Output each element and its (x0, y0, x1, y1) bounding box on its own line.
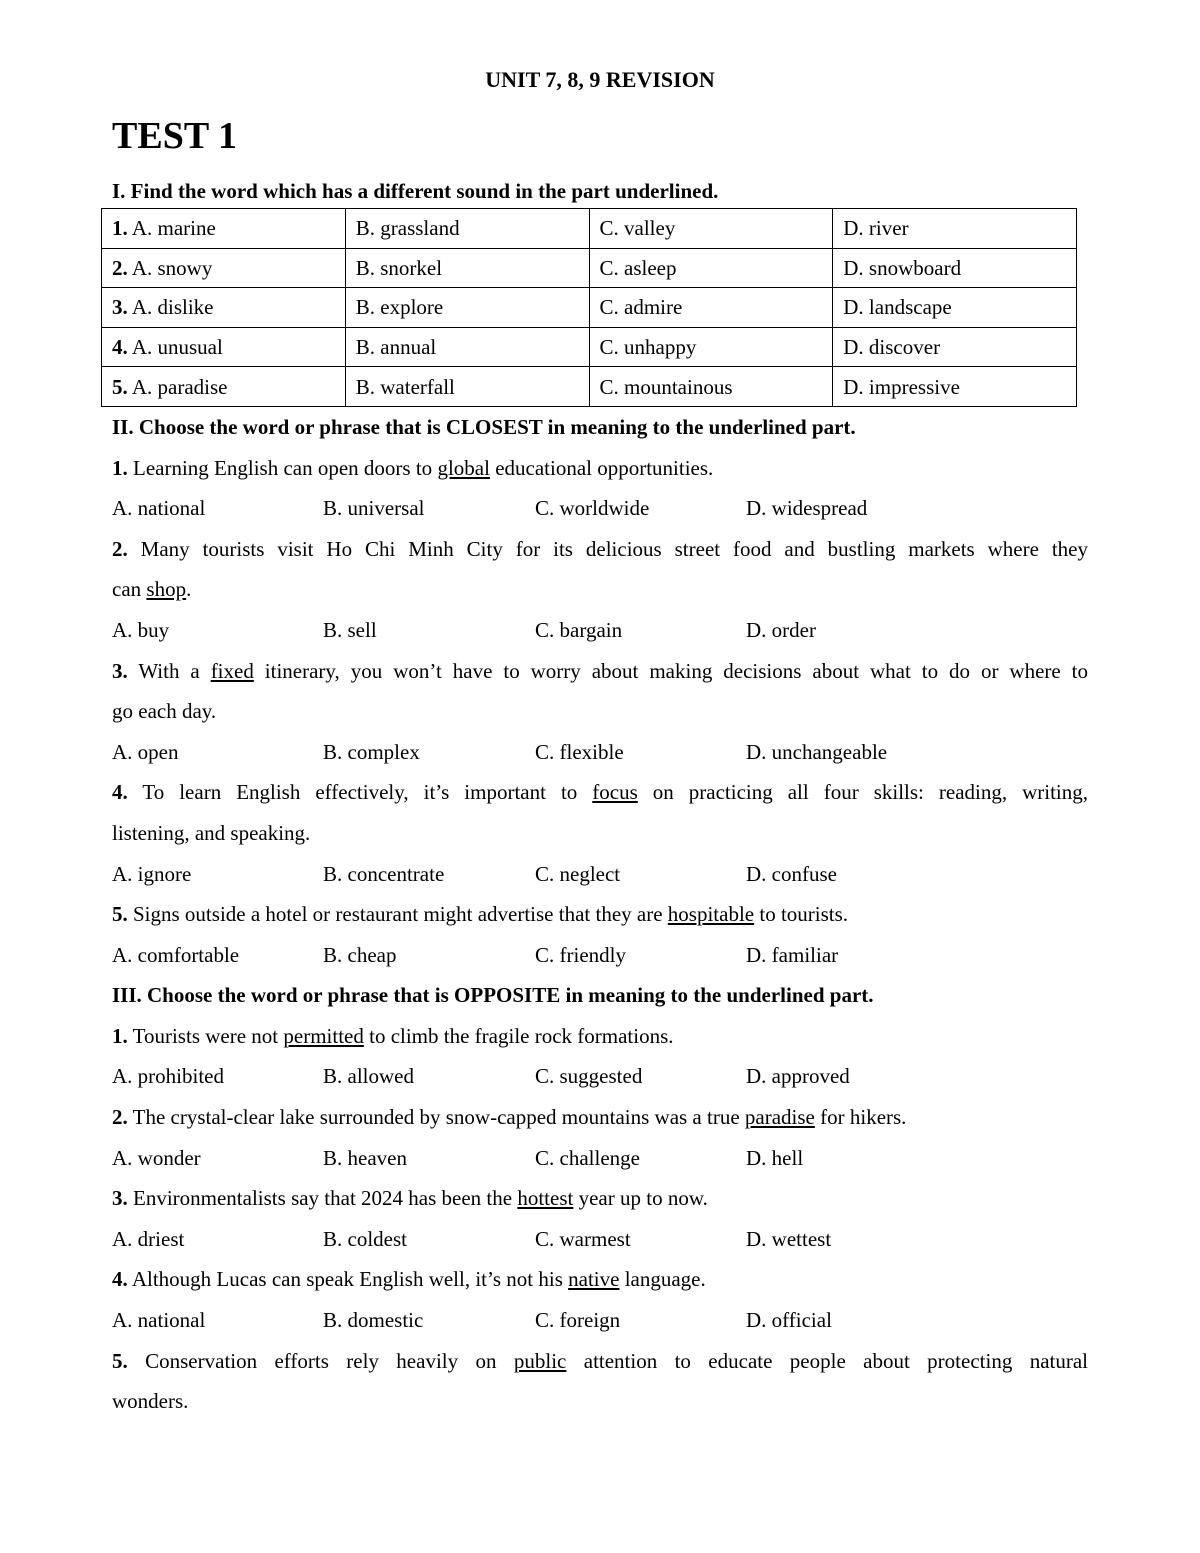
question-text-start: With a (127, 658, 211, 683)
question-text-continued (112, 569, 1088, 610)
option-b: B. cheap (323, 942, 397, 967)
option-d: D. snowboard (833, 248, 1077, 288)
answer-options (112, 1138, 1088, 1179)
underlined-word: fixed (210, 658, 254, 683)
underlined-word: global (437, 455, 490, 480)
option-c: C. warmest (535, 1226, 631, 1251)
question-number: 5. (112, 1348, 128, 1373)
question-number: 3. (112, 295, 128, 320)
question-text-end: itinerary, you won’t have to worry about making decisions about what to do or where to (253, 658, 1088, 683)
option-a: A. national (112, 1308, 206, 1333)
question-text-start: The crystal-clear lake surrounded by snow-capped mountains was a true (127, 1105, 745, 1130)
option-c: C. bargain (535, 617, 623, 642)
option-d: D. confuse (746, 861, 837, 886)
question-text-start: Environmentalists say that 2024 has been the (127, 1186, 518, 1211)
question-text-start: Signs outside a hotel or restaurant might advertise that they are (127, 902, 668, 927)
option-d: D. unchangeable (746, 739, 888, 764)
question-text-end: . (186, 577, 192, 602)
option-b: B. waterfall (345, 367, 589, 407)
option-a: A. prohibited (112, 1064, 224, 1089)
option-c: C. challenge (535, 1145, 640, 1170)
option-b: B. concentrate (323, 861, 445, 886)
option-a: A. paradise (127, 374, 228, 399)
question-text-end: attention to educate people about protecting natural (566, 1348, 1088, 1373)
option-d: D. river (833, 209, 1077, 249)
answer-options (112, 1300, 1088, 1341)
table-row (102, 209, 1077, 249)
option-b: B. coldest (323, 1226, 407, 1251)
underlined-word: public (513, 1348, 567, 1373)
answer-options (112, 854, 1088, 895)
question-text-line1: Many tourists visit Ho Chi Minh City for its delicious street food and bustling markets where they (127, 536, 1088, 561)
option-d: D. order (746, 617, 816, 642)
question-text (112, 894, 1088, 935)
option-d: D. hell (746, 1145, 804, 1170)
option-a: A. ignore (112, 861, 192, 886)
table-cell (102, 288, 346, 328)
underlined-word: shop (146, 577, 187, 602)
unit-title: UNIT 7, 8, 9 REVISION (485, 67, 715, 92)
section-1-heading: I. Find the word which has a different sound in the part underlined. (112, 179, 719, 203)
option-b: B. allowed (323, 1064, 414, 1089)
question-text (112, 1178, 1088, 1219)
option-c: C. asleep (589, 248, 833, 288)
table-row (102, 327, 1077, 367)
question-number: 3. (112, 658, 128, 683)
option-c: C. foreign (535, 1308, 621, 1333)
question-text (112, 772, 1088, 813)
option-d: D. wettest (746, 1226, 832, 1251)
question-text-continued: listening, and speaking. (112, 820, 311, 845)
question-text-start: Although Lucas can speak English well, it’s not his (127, 1267, 569, 1292)
option-b: B. snorkel (345, 248, 589, 288)
option-d: D. impressive (833, 367, 1077, 407)
table-row (102, 288, 1077, 328)
option-a: A. dislike (127, 295, 214, 320)
table-cell (102, 209, 346, 249)
option-c: C. mountainous (589, 367, 833, 407)
option-b: B. complex (323, 739, 420, 764)
question-number: 4. (112, 1267, 128, 1292)
option-c: C. flexible (535, 739, 624, 764)
answer-options (112, 935, 1088, 976)
sound-table (101, 208, 1077, 407)
option-c: C. suggested (535, 1064, 643, 1089)
question-number: 2. (112, 536, 128, 561)
question-text (112, 448, 1088, 489)
underlined-word: permitted (283, 1023, 364, 1048)
option-a: A. unusual (127, 335, 223, 360)
option-a: A. snowy (127, 255, 213, 280)
question-text (112, 1341, 1088, 1382)
question-text-continued: go each day. (112, 699, 217, 724)
option-c: C. worldwide (535, 496, 650, 521)
question-text-end: on practicing all four skills: reading, writing, (637, 780, 1089, 805)
question-number: 3. (112, 1186, 128, 1211)
answer-options (112, 1056, 1088, 1097)
question-text (112, 1097, 1088, 1138)
underlined-word: paradise (744, 1105, 815, 1130)
option-b: B. universal (323, 496, 425, 521)
option-b: B. explore (345, 288, 589, 328)
question-number: 4. (112, 335, 128, 360)
question-number: 5. (112, 374, 128, 399)
option-d: D. approved (746, 1064, 850, 1089)
question-text-end: year up to now. (573, 1186, 708, 1211)
option-a: A. comfortable (112, 942, 240, 967)
underlined-word: hospitable (667, 902, 755, 927)
option-c: C. valley (589, 209, 833, 249)
option-a: A. driest (112, 1226, 185, 1251)
question-text-start: Conservation efforts rely heavily on (127, 1348, 514, 1373)
table-row (102, 367, 1077, 407)
question-text-end: to tourists. (754, 902, 849, 927)
question-text (112, 529, 1088, 570)
option-b: B. domestic (323, 1308, 424, 1333)
table-cell (102, 327, 346, 367)
question-number: 1. (112, 455, 128, 480)
option-c: C. friendly (535, 942, 626, 967)
table-cell (102, 248, 346, 288)
question-text (112, 1016, 1088, 1057)
answer-options (112, 610, 1088, 651)
question-number: 2. (112, 255, 128, 280)
option-d: D. discover (833, 327, 1077, 367)
answer-options (112, 732, 1088, 773)
option-c: C. neglect (535, 861, 621, 886)
option-a: A. buy (112, 617, 170, 642)
table-cell (102, 367, 346, 407)
option-d: D. familiar (746, 942, 839, 967)
worksheet-page (112, 62, 1088, 1422)
question-number: 1. (112, 216, 128, 241)
question-text-end: for hikers. (814, 1105, 907, 1130)
question-text (112, 651, 1088, 692)
option-a: A. wonder (112, 1145, 201, 1170)
answer-options (112, 1219, 1088, 1260)
section-3-heading: III. Choose the word or phrase that is OPPOSITE in meaning to the underlined part. (112, 983, 874, 1008)
option-d: D. official (746, 1308, 832, 1333)
question-number: 5. (112, 902, 128, 927)
question-number: 1. (112, 1023, 128, 1048)
question-text (112, 1259, 1088, 1300)
question-text-continued: wonders. (112, 1389, 189, 1414)
option-b: B. grassland (345, 209, 589, 249)
option-c: C. unhappy (589, 327, 833, 367)
underlined-word: native (568, 1267, 620, 1292)
option-d: D. widespread (746, 496, 868, 521)
question-text-start: can (112, 577, 147, 602)
option-a: A. marine (127, 216, 216, 241)
table-row (102, 248, 1077, 288)
question-text-end: educational opportunities. (489, 455, 714, 480)
underlined-word: focus (592, 780, 638, 805)
underlined-word: hottest (517, 1186, 574, 1211)
test-title: TEST 1 (112, 115, 237, 157)
section-2-heading: II. Choose the word or phrase that is CLOSEST in meaning to the underlined part. (112, 414, 856, 439)
option-c: C. admire (589, 288, 833, 328)
question-text-end: to climb the fragile rock formations. (363, 1023, 674, 1048)
question-text-start: Learning English can open doors to (127, 455, 438, 480)
question-number: 2. (112, 1105, 128, 1130)
answer-options (112, 488, 1088, 529)
question-text-start: Tourists were not (127, 1023, 284, 1048)
option-b: B. sell (323, 617, 377, 642)
question-number: 4. (112, 780, 128, 805)
question-text-end: language. (619, 1267, 706, 1292)
option-b: B. heaven (323, 1145, 407, 1170)
option-a: A. open (112, 739, 179, 764)
option-b: B. annual (345, 327, 589, 367)
question-text-start: To learn English effectively, it’s important to (127, 780, 593, 805)
option-a: A. national (112, 496, 206, 521)
option-d: D. landscape (833, 288, 1077, 328)
